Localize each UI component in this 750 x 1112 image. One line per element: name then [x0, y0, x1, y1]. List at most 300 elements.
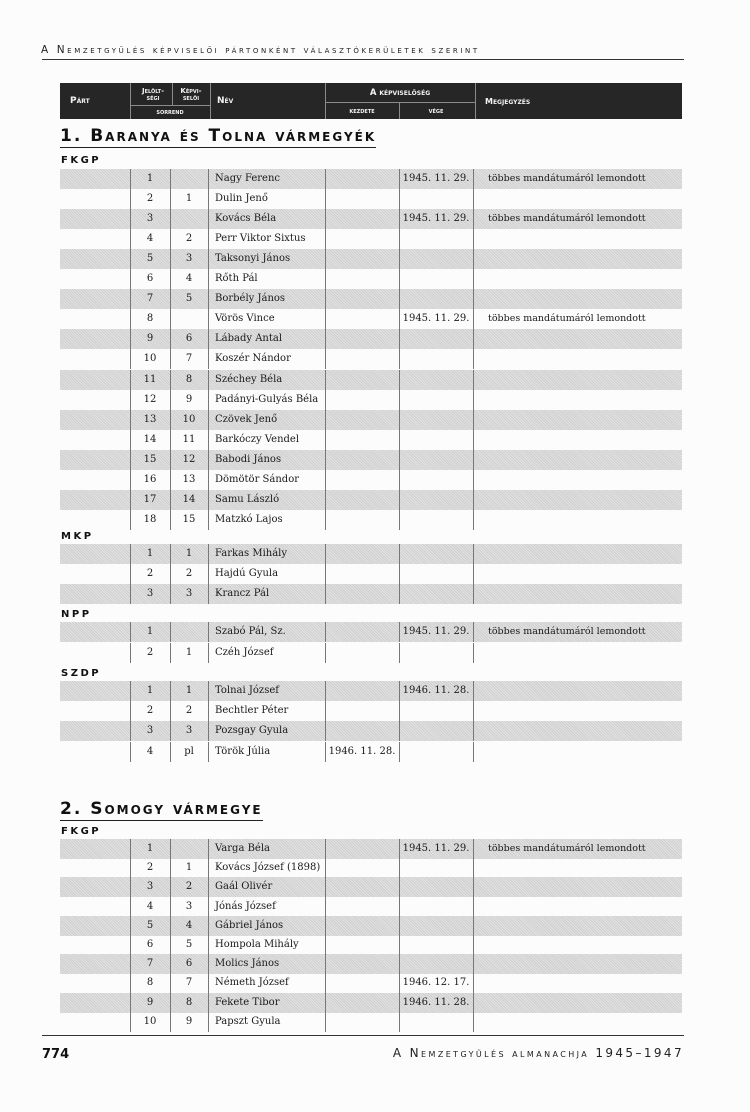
table-header — [60, 83, 682, 119]
representative-order-cell: 2 — [185, 881, 193, 893]
representative-order-cell: 3 — [185, 725, 193, 737]
candidate-order-cell: 2 — [146, 862, 154, 874]
mandate-end-cell: 1945. 11. 29. — [402, 626, 470, 637]
table-row — [60, 544, 682, 564]
representative-order-cell: 8 — [185, 996, 193, 1008]
column-divider — [208, 410, 209, 430]
name-cell: Krancz Pál — [215, 588, 270, 600]
notes-cell — [488, 877, 678, 897]
representative-order-cell: 4 — [185, 273, 193, 285]
column-divider — [473, 544, 474, 564]
column-divider — [208, 1012, 209, 1032]
mandate-start-cell — [325, 390, 399, 410]
representative-order-cell: 1 — [185, 548, 193, 559]
mandate-end-cell: 1946. 11. 28. — [402, 996, 470, 1008]
column-header-end: vége — [428, 107, 444, 115]
column-divider — [208, 701, 209, 721]
representative-order-cell: 4 — [185, 919, 193, 931]
mandate-end-cell — [399, 510, 473, 530]
candidate-order-cell: 10 — [143, 1015, 157, 1027]
representative-order-cell: 8 — [185, 373, 193, 385]
column-divider — [208, 897, 209, 917]
column-divider — [473, 897, 474, 917]
header-divider — [210, 83, 211, 119]
notes-cell — [488, 973, 678, 993]
candidate-order-cell: 1 — [146, 843, 154, 854]
notes-cell — [488, 189, 678, 209]
column-header-order-group: sorrend — [156, 108, 184, 116]
running-head: A Nemzetgyűlés képviselői pártonként választókerületek szerint — [41, 44, 480, 56]
representative-order-cell: pl — [184, 745, 194, 757]
candidate-order-cell: 2 — [146, 646, 154, 658]
column-divider — [473, 681, 474, 701]
table-row — [60, 510, 682, 530]
candidate-order-cell: 14 — [143, 433, 157, 445]
notes-cell — [488, 510, 678, 530]
mandate-start-cell — [325, 249, 399, 269]
representative-order-cell: 7 — [185, 353, 193, 365]
column-divider — [473, 935, 474, 955]
column-divider — [473, 993, 474, 1013]
name-cell: Molics János — [215, 958, 280, 970]
column-header-representative-order: Képvi- selői — [180, 86, 202, 102]
representative-order-cell — [170, 622, 208, 642]
column-divider — [473, 877, 474, 897]
candidate-order-cell: 7 — [146, 958, 154, 970]
column-header-notes: Megjegyzés — [485, 96, 531, 106]
mandate-end-cell: 1945. 11. 29. — [402, 313, 470, 325]
mandate-end-cell — [399, 1012, 473, 1032]
mandate-end-cell — [399, 564, 473, 584]
table-row — [60, 877, 682, 897]
notes-cell — [488, 390, 678, 410]
table-row — [60, 622, 682, 642]
notes-cell — [488, 410, 678, 430]
column-divider — [208, 935, 209, 955]
name-cell: Pozsgay Gyula — [215, 725, 289, 737]
column-divider — [473, 430, 474, 450]
candidate-order-cell: 2 — [146, 705, 154, 717]
column-header-mandate-group: A képviselőség — [369, 88, 431, 98]
notes-cell: többes mandátumáról lemondott — [488, 173, 646, 184]
table-row — [60, 564, 682, 584]
mandate-start-cell — [325, 839, 399, 859]
column-divider — [473, 584, 474, 604]
column-divider — [473, 289, 474, 309]
column-divider — [208, 209, 209, 229]
column-divider — [208, 742, 209, 762]
mandate-end-cell — [399, 954, 473, 974]
mandate-start-cell — [325, 349, 399, 369]
representative-order-cell: 15 — [182, 513, 196, 525]
table-row — [60, 742, 682, 762]
candidate-order-cell: 1 — [146, 685, 154, 696]
table-row — [60, 1012, 682, 1032]
mandate-end-cell — [399, 701, 473, 721]
column-divider — [208, 349, 209, 369]
mandate-end-cell — [399, 721, 473, 741]
mandate-start-cell — [325, 584, 399, 604]
name-cell: Varga Béla — [215, 843, 271, 854]
mandate-end-cell: 1946. 11. 28. — [402, 685, 470, 696]
name-cell: Matzkó Lajos — [215, 513, 283, 525]
table-row — [60, 681, 682, 701]
name-cell: Németh József — [215, 977, 289, 989]
mandate-start-cell — [325, 470, 399, 490]
name-cell: Czövek Jenő — [215, 413, 278, 425]
representative-order-cell — [170, 169, 208, 189]
mandate-end-cell — [399, 349, 473, 369]
notes-cell — [488, 701, 678, 721]
representative-order-cell — [170, 209, 208, 229]
name-cell: Dömötör Sándor — [215, 473, 299, 485]
mandate-start-cell — [325, 858, 399, 878]
representative-order-cell: 5 — [185, 939, 193, 950]
mandate-end-cell — [399, 329, 473, 349]
candidate-order-cell: 2 — [146, 568, 154, 580]
party-label: NPP — [61, 609, 92, 620]
candidate-order-cell: 12 — [143, 393, 157, 405]
mandate-start-cell — [325, 721, 399, 741]
column-divider — [473, 209, 474, 229]
notes-cell — [488, 450, 678, 470]
table-row — [60, 643, 682, 663]
party-label: FKGP — [61, 826, 102, 837]
column-divider — [208, 309, 209, 329]
running-foot: A Nemzetgyűlés almanachja 1945–1947 — [392, 1046, 684, 1060]
notes-cell: többes mandátumáról lemondott — [488, 213, 646, 225]
party-label: MKP — [61, 531, 94, 542]
mandate-start-cell — [325, 430, 399, 450]
column-divider — [473, 721, 474, 741]
section-title: 1. Baranya és Tolna vármegyék — [60, 126, 377, 146]
column-divider — [473, 169, 474, 189]
mandate-start-cell — [325, 643, 399, 663]
name-cell: Jónás József — [215, 900, 276, 912]
name-cell: Taksonyi János — [215, 253, 291, 265]
column-divider — [208, 249, 209, 269]
mandate-end-cell: 1945. 11. 29. — [402, 173, 470, 184]
name-cell: Dulin Jenő — [215, 193, 268, 205]
representative-order-cell: 14 — [182, 493, 196, 505]
notes-cell — [488, 993, 678, 1013]
column-divider — [473, 370, 474, 390]
candidate-order-cell: 8 — [146, 977, 154, 989]
column-divider — [473, 839, 474, 859]
mandate-start-cell — [325, 916, 399, 936]
notes-cell — [488, 916, 678, 936]
candidate-order-cell: 3 — [146, 588, 154, 600]
mandate-end-cell — [399, 544, 473, 564]
mandate-end-cell — [399, 877, 473, 897]
notes-cell — [488, 289, 678, 309]
name-cell: Széchey Béla — [215, 373, 283, 385]
representative-order-cell: 3 — [185, 900, 193, 912]
column-divider — [208, 510, 209, 530]
notes-cell — [488, 954, 678, 974]
mandate-start-cell — [325, 410, 399, 430]
table-row — [60, 329, 682, 349]
candidate-order-cell: 3 — [146, 881, 154, 893]
mandate-start-cell — [325, 681, 399, 701]
table-row — [60, 249, 682, 269]
column-divider — [473, 1012, 474, 1032]
column-divider — [473, 858, 474, 878]
column-divider — [208, 269, 209, 289]
table-row — [60, 470, 682, 490]
column-divider — [208, 329, 209, 349]
notes-cell — [488, 935, 678, 955]
column-divider — [473, 349, 474, 369]
name-cell: Farkas Mihály — [215, 548, 288, 559]
column-divider — [208, 430, 209, 450]
representative-order-cell: 2 — [185, 568, 193, 580]
column-divider — [208, 622, 209, 642]
name-cell: Török Júlia — [215, 745, 271, 757]
header-rule — [42, 59, 684, 60]
mandate-start-cell — [325, 269, 399, 289]
table-row — [60, 349, 682, 369]
column-divider — [473, 189, 474, 209]
name-cell: Padányi-Gulyás Béla — [215, 393, 319, 405]
name-cell: Lábady Antal — [215, 333, 283, 345]
notes-cell: többes mandátumáról lemondott — [488, 843, 646, 854]
mandate-start-cell — [325, 209, 399, 229]
party-label: FKGP — [61, 155, 102, 166]
name-cell: Kovács József (1898) — [215, 862, 321, 874]
column-header-party: Párt — [70, 96, 90, 106]
table-row — [60, 309, 682, 329]
name-cell: Bechtler Péter — [215, 705, 289, 717]
column-divider — [208, 390, 209, 410]
representative-order-cell: 6 — [185, 958, 193, 970]
table-row — [60, 584, 682, 604]
mandate-start-cell — [325, 329, 399, 349]
footer-rule — [42, 1035, 684, 1036]
notes-cell — [488, 249, 678, 269]
mandate-end-cell — [399, 643, 473, 663]
column-divider — [208, 993, 209, 1013]
column-divider — [473, 643, 474, 663]
notes-cell — [488, 897, 678, 917]
column-divider — [208, 973, 209, 993]
table-row — [60, 410, 682, 430]
mandate-start-cell — [325, 289, 399, 309]
column-divider — [208, 877, 209, 897]
table-row — [60, 916, 682, 936]
mandate-end-cell — [399, 249, 473, 269]
table-row — [60, 897, 682, 917]
name-cell: Gaál Olivér — [215, 881, 273, 893]
mandate-start-cell — [325, 622, 399, 642]
mandate-end-cell — [399, 370, 473, 390]
column-divider — [473, 490, 474, 510]
representative-order-cell: 1 — [185, 685, 193, 696]
name-cell: Koszér Nándor — [215, 353, 291, 365]
mandate-start-cell — [325, 544, 399, 564]
column-divider — [208, 564, 209, 584]
notes-cell — [488, 564, 678, 584]
name-cell: Samu László — [215, 493, 280, 505]
notes-cell — [488, 349, 678, 369]
mandate-start-cell — [325, 935, 399, 955]
header-divider — [475, 83, 476, 119]
name-cell: Hompola Mihály — [215, 939, 299, 950]
table-row — [60, 973, 682, 993]
candidate-order-cell: 8 — [146, 313, 154, 325]
mandate-start-cell: 1946. 11. 28. — [328, 745, 396, 757]
table-row — [60, 169, 682, 189]
column-divider — [208, 584, 209, 604]
page-number: 774 — [42, 1047, 70, 1062]
candidate-order-cell: 10 — [143, 353, 157, 365]
table-row — [60, 390, 682, 410]
column-divider — [208, 169, 209, 189]
mandate-start-cell — [325, 897, 399, 917]
notes-cell — [488, 643, 678, 663]
name-cell: Tolnai József — [215, 685, 279, 696]
name-cell: Kovács Béla — [215, 213, 277, 225]
mandate-end-cell: 1945. 11. 29. — [402, 843, 470, 854]
representative-order-cell: 9 — [185, 1015, 193, 1027]
column-header-name: Név — [217, 96, 234, 106]
table-row — [60, 189, 682, 209]
notes-cell — [488, 584, 678, 604]
column-divider — [473, 954, 474, 974]
notes-cell: többes mandátumáról lemondott — [488, 626, 646, 637]
representative-order-cell: 3 — [185, 253, 193, 265]
candidate-order-cell: 5 — [146, 253, 154, 265]
column-divider — [208, 544, 209, 564]
table-row — [60, 993, 682, 1013]
notes-cell — [488, 544, 678, 564]
mandate-end-cell: 1946. 12. 17. — [402, 977, 470, 989]
mandate-end-cell — [399, 189, 473, 209]
mandate-end-cell — [399, 430, 473, 450]
column-divider — [473, 269, 474, 289]
name-cell: Barkóczy Vendel — [215, 433, 300, 445]
mandate-end-cell — [399, 470, 473, 490]
notes-cell — [488, 858, 678, 878]
candidate-order-cell: 7 — [146, 293, 154, 305]
column-divider — [473, 249, 474, 269]
name-cell: Borbély János — [215, 293, 286, 305]
column-divider — [208, 858, 209, 878]
column-divider — [473, 329, 474, 349]
column-divider — [208, 721, 209, 741]
mandate-start-cell — [325, 701, 399, 721]
column-divider — [208, 643, 209, 663]
table-row — [60, 269, 682, 289]
notes-cell — [488, 269, 678, 289]
representative-order-cell — [170, 309, 208, 329]
column-header-candidate-order: Jelölt- ségi — [142, 86, 164, 102]
notes-cell — [488, 1012, 678, 1032]
column-divider — [473, 510, 474, 530]
table-row — [60, 935, 682, 955]
table-row — [60, 721, 682, 741]
table-row — [60, 701, 682, 721]
representative-order-cell: 5 — [185, 293, 193, 305]
notes-cell — [488, 742, 678, 762]
column-header-start: kezdete — [349, 107, 375, 115]
column-divider — [473, 564, 474, 584]
table-row — [60, 858, 682, 878]
name-cell: Babodi János — [215, 453, 282, 465]
candidate-order-cell: 4 — [146, 745, 154, 757]
table-row — [60, 430, 682, 450]
table-row — [60, 209, 682, 229]
column-divider — [208, 450, 209, 470]
mandate-end-cell — [399, 584, 473, 604]
candidate-order-cell: 2 — [146, 193, 154, 205]
notes-cell — [488, 329, 678, 349]
mandate-end-cell — [399, 916, 473, 936]
mandate-end-cell — [399, 410, 473, 430]
mandate-start-cell — [325, 189, 399, 209]
table-row — [60, 289, 682, 309]
column-divider — [473, 470, 474, 490]
representative-order-cell: 6 — [185, 333, 193, 345]
mandate-end-cell: 1945. 11. 29. — [402, 213, 470, 225]
notes-cell — [488, 681, 678, 701]
mandate-start-cell — [325, 973, 399, 993]
table-row — [60, 954, 682, 974]
candidate-order-cell: 4 — [146, 900, 154, 912]
candidate-order-cell: 4 — [146, 233, 154, 245]
notes-cell — [488, 430, 678, 450]
mandate-end-cell — [399, 450, 473, 470]
mandate-start-cell — [325, 510, 399, 530]
mandate-end-cell — [399, 390, 473, 410]
representative-order-cell: 10 — [182, 413, 196, 425]
mandate-start-cell — [325, 1012, 399, 1032]
representative-order-cell: 1 — [185, 646, 193, 658]
column-divider — [208, 229, 209, 249]
candidate-order-cell: 1 — [146, 548, 154, 559]
representative-order-cell: 1 — [185, 193, 193, 205]
column-divider — [208, 370, 209, 390]
candidate-order-cell: 1 — [146, 173, 154, 184]
notes-cell — [488, 721, 678, 741]
mandate-start-cell — [325, 370, 399, 390]
column-divider — [208, 954, 209, 974]
name-cell: Vörös Vince — [215, 313, 275, 325]
column-divider — [473, 916, 474, 936]
table-row — [60, 370, 682, 390]
candidate-order-cell: 3 — [146, 213, 154, 225]
notes-cell — [488, 370, 678, 390]
notes-cell: többes mandátumáról lemondott — [488, 313, 646, 325]
column-divider — [473, 410, 474, 430]
mandate-start-cell — [325, 309, 399, 329]
mandate-end-cell — [399, 858, 473, 878]
mandate-start-cell — [325, 169, 399, 189]
table-row — [60, 450, 682, 470]
candidate-order-cell: 9 — [146, 333, 154, 345]
column-divider — [473, 229, 474, 249]
column-divider — [473, 450, 474, 470]
table-row — [60, 490, 682, 510]
representative-order-cell: 3 — [185, 588, 193, 600]
representative-order-cell: 9 — [185, 393, 193, 405]
party-label: SZDP — [61, 668, 102, 679]
mandate-start-cell — [325, 229, 399, 249]
mandate-end-cell — [399, 490, 473, 510]
notes-cell — [488, 229, 678, 249]
representative-order-cell: 11 — [182, 433, 196, 445]
name-cell: Czéh József — [215, 646, 274, 658]
